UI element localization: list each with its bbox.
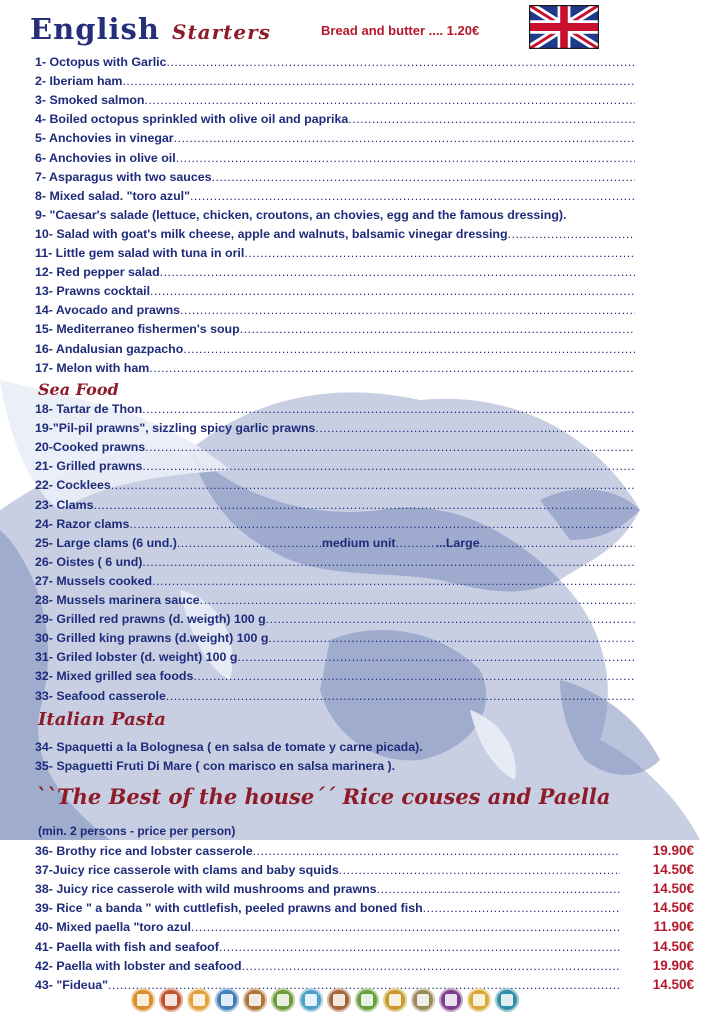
list-item: 28- Mussels marinera sauce .....	[35, 588, 635, 607]
price-label: 14.50€	[652, 900, 694, 916]
allergen-sulphites-icon	[439, 988, 463, 1012]
list-item: 29- Grilled red prawns (d. weigth) 100 g .....	[35, 607, 635, 626]
starters-title: Starters	[172, 20, 271, 44]
sea-food-list	[35, 397, 635, 703]
list-item: 15- Mediterraneo fishermen's soup .....	[35, 317, 635, 336]
section-title-best-of-house: ``The Best of the house´´ Rice couses and Paella	[36, 784, 611, 809]
list-item: 20-Cooked prawns .....	[35, 435, 635, 454]
list-item: 22- Cocklees .....	[35, 473, 635, 492]
allergen-sesame-icon	[411, 988, 435, 1012]
allergen-crustaceans-icon	[159, 988, 183, 1012]
allergen-icons-row	[131, 988, 519, 1012]
list-item: 8- Mixed salad. "toro azul" .....	[35, 184, 635, 203]
allergen-nuts-icon	[327, 988, 351, 1012]
list-item: 24- Razor clams .....	[35, 512, 635, 531]
price-label: 14.50€	[652, 976, 694, 992]
list-item: 19-"Pil-pil prawns", sizzling spicy garlic prawns .....	[35, 416, 635, 435]
allergen-eggs-icon	[187, 988, 211, 1012]
list-item: 23- Clams .....	[35, 492, 635, 511]
list-item: 1- Octopus with Garlic .....	[35, 50, 635, 69]
language-title: English	[30, 12, 160, 46]
list-item: 31- Griled lobster (d. weight) 100 g .....	[35, 645, 635, 664]
list-item: 38- Juicy rice casserole with wild mushrooms and prawns .....	[35, 877, 620, 896]
list-item: 39- Rice " a banda " with cuttlefish, peeled prawns and boned fish .....	[35, 896, 620, 915]
price-label: 14.50€	[652, 862, 694, 878]
list-item: 18- Tartar de Thon .....	[35, 397, 635, 416]
allergen-peanuts-icon	[243, 988, 267, 1012]
list-item: 12- Red pepper salad .....	[35, 260, 635, 279]
list-item: 2- Iberiam ham .....	[35, 69, 635, 88]
uk-flag-icon	[529, 5, 599, 49]
list-item: 21- Grilled prawns .....	[35, 454, 635, 473]
list-item: 14- Avocado and prawns .....	[35, 298, 635, 317]
list-item: 9- "Caesar's salade (lettuce, chicken, croutons, an chovies, egg and the famous dressing).	[35, 207, 567, 222]
list-item: 7- Asparagus with two sauces .....	[35, 165, 635, 184]
rice-prices	[622, 839, 694, 992]
section-title-sea-food: Sea Food	[38, 380, 119, 399]
list-item: 25- Large clams (6 und.) ..... medium unit ..... ...Large .....	[35, 531, 635, 550]
rice-list	[35, 839, 620, 992]
price-label: 11.90€	[653, 919, 694, 935]
section-title-italian-pasta: Italian Pasta	[38, 709, 166, 730]
allergen-molluscs-icon	[495, 988, 519, 1012]
list-item: 40- Mixed paella "toro azul .....	[35, 915, 620, 934]
list-item: 27- Mussels cooked .....	[35, 569, 635, 588]
allergen-soy-icon	[271, 988, 295, 1012]
list-item: 10- Salad with goat's milk cheese, apple and walnuts, balsamic vinegar dressing .....	[35, 222, 635, 241]
bread-and-butter-note: Bread and butter .... 1.20€	[321, 23, 480, 38]
large-unit-label: ...Large	[435, 535, 480, 550]
medium-unit-label: medium unit	[321, 535, 396, 550]
allergen-celery-icon	[355, 988, 379, 1012]
allergen-fish-icon	[215, 988, 239, 1012]
price-label: 14.50€	[652, 881, 694, 897]
list-item: 30- Grilled king prawns (d.weight) 100 g .....	[35, 626, 635, 645]
price-label: 19.90€	[652, 957, 694, 973]
italian-pasta-list	[35, 735, 635, 773]
list-item: 17- Melon with ham .....	[35, 356, 635, 375]
list-item: 6- Anchovies in olive oil .....	[35, 145, 635, 164]
starters-list	[35, 50, 635, 375]
list-item: 35- Spaguetti Fruti Di Mare ( con marisco en salsa marinera ).	[35, 759, 396, 774]
rice-note: (min. 2 persons - price per person)	[38, 824, 236, 838]
list-item: 41- Paella with fish and seafoof .....	[35, 934, 620, 953]
allergen-lupin-icon	[467, 988, 491, 1012]
allergen-gluten-icon	[131, 988, 155, 1012]
price-label: 14.50€	[652, 938, 694, 954]
list-item: 37-Juicy rice casserole with clams and baby squids .....	[35, 858, 620, 877]
list-item: 42- Paella with lobster and seafood .....	[35, 954, 620, 973]
list-item: 3- Smoked salmon .....	[35, 88, 635, 107]
list-item: 33- Seafood casserole .....	[35, 683, 635, 702]
allergen-milk-icon	[299, 988, 323, 1012]
list-item: 34- Spaquetti a la Bolognesa ( en salsa de tomate y carne picada).	[35, 740, 423, 755]
list-item: 43- "Fideua" .....	[35, 973, 620, 992]
list-item: 5- Anchovies in vinegar .....	[35, 126, 635, 145]
list-item: 32- Mixed grilled sea foods .....	[35, 664, 635, 683]
list-item: 13- Prawns cocktail .....	[35, 279, 635, 298]
list-item: 26- Oistes ( 6 und) .....	[35, 550, 635, 569]
price-label: 19.90€	[652, 843, 694, 859]
list-item: 11- Little gem salad with tuna in oril .....	[35, 241, 635, 260]
list-item: 4- Boiled octopus sprinkled with olive oil and paprika .....	[35, 107, 635, 126]
list-item: 16- Andalusian gazpacho .....	[35, 336, 635, 355]
allergen-mustard-icon	[383, 988, 407, 1012]
list-item: 36- Brothy rice and lobster casserole .....	[35, 839, 620, 858]
